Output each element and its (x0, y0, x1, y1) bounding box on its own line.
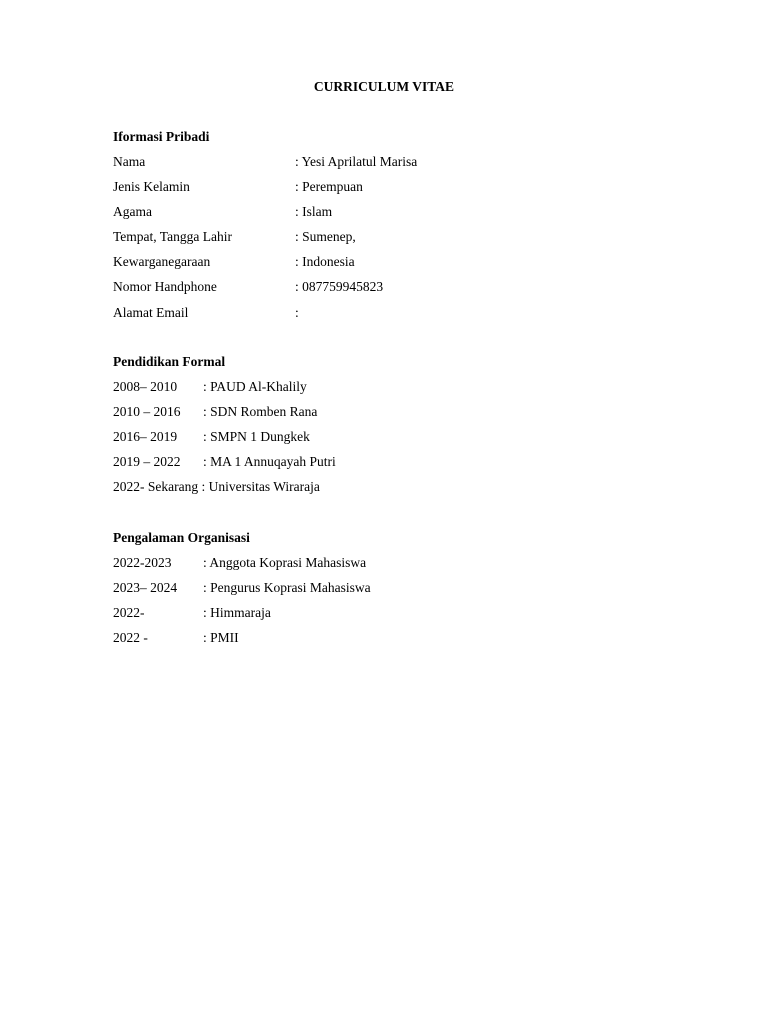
info-label: Nomor Handphone (113, 279, 217, 295)
organization-role: : Himmaraja (203, 605, 271, 621)
education-school: : SMPN 1 Dungkek (203, 429, 310, 445)
info-label: Nama (113, 154, 146, 169)
document-title: CURRICULUM VITAE (313, 79, 455, 94)
info-row-email (113, 304, 673, 329)
info-row-gender (113, 178, 673, 203)
education-row (113, 378, 673, 403)
organization-section (113, 529, 673, 654)
organization-years: 2022- (113, 605, 145, 621)
organization-row (113, 629, 673, 654)
education-years: 2010 – 2016 (113, 404, 181, 420)
section-heading-organization: Pengalaman Organisasi (113, 530, 250, 545)
info-label: Agama (113, 204, 152, 220)
education-row (113, 428, 673, 453)
education-school: : MA 1 Annuqayah Putri (203, 454, 336, 470)
info-value: : Yesi Aprilatul Marisa (295, 154, 418, 169)
info-label: Tempat, Tangga Lahir (113, 229, 232, 245)
section-heading-personal: Iformasi Pribadi (113, 129, 210, 144)
education-current-text: 2022- Sekarang : Universitas Wiraraja (113, 479, 320, 495)
info-row-religion (113, 203, 673, 228)
info-label: Jenis Kelamin (113, 179, 190, 195)
info-value: : 087759945823 (295, 279, 384, 295)
info-value: : Indonesia (295, 254, 355, 270)
organization-years: 2023– 2024 (113, 580, 178, 596)
education-school: : SDN Romben Rana (203, 404, 318, 420)
organization-years: 2022 - (113, 630, 148, 646)
info-row-citizenship (113, 253, 673, 278)
info-label: Kewarganegaraan (113, 254, 211, 270)
organization-role: : PMII (203, 630, 239, 646)
info-value: : Sumenep, (295, 229, 356, 245)
organization-row (113, 554, 673, 579)
education-row (113, 403, 673, 428)
info-row-birthplace (113, 228, 673, 253)
organization-row (113, 604, 673, 629)
organization-row (113, 579, 673, 604)
info-value: : (295, 304, 299, 320)
education-row-current (113, 478, 673, 503)
education-years: 2019 – 2022 (113, 454, 181, 470)
organization-role: : Anggota Koprasi Mahasiswa (203, 555, 367, 570)
organization-role: : Pengurus Koprasi Mahasiswa (203, 580, 371, 596)
education-years: 2008– 2010 (113, 379, 178, 394)
info-value: : Islam (295, 204, 333, 220)
info-value: : Perempuan (295, 179, 363, 195)
info-label: Alamat Email (113, 304, 189, 320)
education-row (113, 453, 673, 478)
education-school: : PAUD Al-Khalily (203, 379, 307, 394)
personal-info-section (113, 128, 673, 329)
info-row-phone (113, 278, 673, 303)
education-years: 2016– 2019 (113, 429, 178, 445)
info-row-name (113, 153, 673, 178)
section-heading-education: Pendidikan Formal (113, 354, 226, 369)
organization-years: 2022-2023 (113, 555, 172, 570)
education-section (113, 353, 673, 503)
